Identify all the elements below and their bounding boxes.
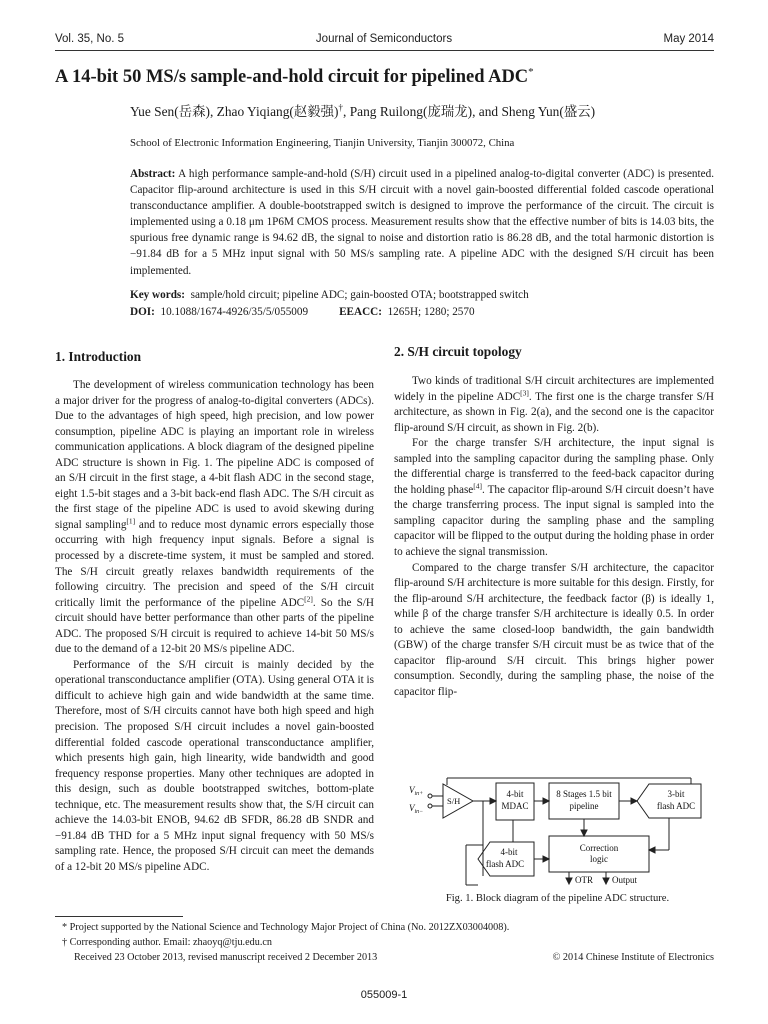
header-volume: Vol. 35, No. 5 (55, 33, 125, 45)
section-2-body (394, 374, 714, 700)
footnote-received: Received 23 October 2013, revised manuscript received 2 December 2013 (74, 952, 378, 963)
vin-plus-label: $V_{in+}$ (409, 785, 424, 797)
vin-plus-terminal (428, 794, 432, 798)
keywords: Key words: sample/hold circuit; pipeline ADC; gain-boosted OTA; bootstrapped switch (130, 289, 529, 301)
section-1-paragraph-2: Performance of the S/H circuit is mainly decided by the operational transconductance amplifier (OTA). Using general OTA it is difficult to achieve high gain and wide bandwidth at the same time. Therefore, most of S/H circuits cannot have both high speed and high precision. The proposed S/H circuit includes a novel gain-boosted differential folded cascode operational transconductance amplifier, which presents high gain, high linearity, wide bandwidth and good frequency response properties. Many other techniques are adopted in this design, such as double bootstrapped switches, bottom-plate technique, etc. The measurement results show that, the S/H circuit can achieve the 14.03-bit ENOB, 94.62 dB SFDR, 86.28 dB SNDR and −91.84 dB THD for a 5 MHz input signal frequency with 50 MS/s sampling rate. Hence, the proposed S/H circuit can meet the demands of a 12-bit 20 MS/s pipeline ADC. (55, 658, 374, 873)
stages-label-line-2: pipeline (569, 801, 599, 811)
flash3-label-line-2: flash ADC (656, 801, 696, 811)
section-2-paragraph-1: Two kinds of traditional S/H circuit architectures are implemented widely in the pipeline ADC[3]. The first one is the charge transfer S/H architecture, as shown in Fig. 2(a), and the second one is the capacitor flip-around S/H circuit, as shown in Fig. 2(b). (394, 375, 714, 434)
section-2-heading: 2. S/H circuit topology (394, 344, 522, 359)
figure-1-caption: Fig. 1. Block diagram of the pipeline ADC structure. (445, 893, 670, 904)
section-1-paragraph-1: The development of wireless communication technology has been a major driver for the progress of analog-to-digital converters (ADCs). Due to the advantages of high speed, high precision, and low power consumption, pipeline ADC is playing an important role in wireless communication applications. A block diagram of the designed pipeline ADC structure is shown in Fig. 1. The pipeline ADC is composed of an S/H circuit in the first stage, a 4-bit flash ADC in the second stage, eight 1.5-bit stages and a 3-bit back-end flash ADC. The S/H circuit as the first stage of the pipeline ADC is used to avoid skewing during signal sampling[1] and to reduce most dynamic errors especially those occurring with high frequency input signals. Before a signal is processed by a discrete-time system, it must be sampled and stored. The S/H circuit greatly relaxes bandwidth requirements of the following circuitry. The precision and speed of the S/H circuit critically limit the performance of the pipeline ADC[2]. So the S/H circuit should have better performance than other parts of the pipeline ADC. The proposed S/H circuit is required to achieve 14-bit 50 MS/s due to the demand of a 12-bit 20 MS/s pipeline ADC. (55, 379, 374, 656)
header-rule (55, 50, 714, 51)
mdac-label-line-1: 4-bit (506, 789, 524, 799)
flash4-label-line-2: flash ADC (485, 859, 525, 869)
header-journal: Journal of Semiconductors (315, 33, 453, 45)
section-2-paragraph-2: For the charge transfer S/H architecture, the input signal is sampled into the sampling capacitor during the sampling phase. Only the differential charge is transferred to the feed-back capacitor during the holding phase[4]. The capacitor flip-around S/H circuit doesn’t have the charge transferring process. The input signal is sampled into the sampling capacitor during the sampling phase and the sampling capacitor will be flipped to the output during the holding phase in order to achieve the signal transmission. (394, 437, 715, 559)
correction-label-line-2: logic (590, 854, 608, 864)
otr-label: OTR (575, 875, 593, 885)
abstract: Abstract: A high performance sample-and-hold (S/H) circuit used in a pipelined analog-to-digital converter (ADC) is presented. Capacitor flip-around architecture is used in this S/H circuit with a novel gain-boosted differential folded cascode operational transconductance amplifier. A double-bootstrapped switch is designed to improve the performance of the circuit. The circuit is implemented using a 0.18 μm 1P6M CMOS process. Measurement results show that the effective number of bits is 14.03 bits, the spurious free dynamic range is 94.62 dB, the signal to noise and distortion ratio is 86.28 dB, and the total harmonic distortion is −91.84 dB for a 5 MHz input signal with 50 MS/s sampling rate. A pipeline ADC with the designed S/H circuit has been implemented. (130, 168, 714, 277)
output-label: Output (612, 875, 638, 885)
flash4-label-line-1: 4-bit (500, 847, 518, 857)
author-list: Yue Sen(岳森), Zhao Yiqiang(赵毅强)†, Pang Ruilong(庞瑞龙), and Sheng Yun(盛云) (130, 102, 596, 119)
footnote-copyright: © 2014 Chinese Institute of Electronics (552, 952, 714, 963)
affiliation: School of Electronic Information Engineering, Tianjin University, Tianjin 300072, China (130, 137, 515, 149)
section-1-heading: 1. Introduction (55, 349, 142, 364)
page-number: 055009-1 (360, 989, 408, 1001)
vin-minus-terminal (428, 804, 432, 808)
correction-label-line-1: Correction (579, 843, 619, 853)
sh-label: S/H (447, 796, 461, 806)
vin-minus-label: $V_{in-}$ (409, 803, 424, 815)
section-2-paragraph-3: Compared to the charge transfer S/H architecture, the capacitor flip-around S/H architecture is more suitable for this design. Firstly, for the flip-around S/H architecture, the feedback factor (β) is ideally 1, while β of the charge transfer S/H architecture is ideally 0.5. In order to achieve the same closed-loop bandwidth, the gain bandwidth (GBW) of the charge transfer S/H circuit must be as twice that of the capacitor flip-around S/H circuit. This brings higher power consumption. Secondly, during the sampling phase, the noise of the capacitor flip- (394, 561, 714, 698)
paper-title: A 14-bit 50 MS/s sample-and-hold circuit for pipelined ADC* (55, 66, 534, 88)
stages-label-line-1: 8 Stages 1.5 bit (556, 789, 612, 799)
section-1-body (55, 378, 374, 876)
mdac-label-line-2: MDAC (501, 801, 529, 811)
flash3-label-line-1: 3-bit (667, 789, 685, 799)
footnote-rule (55, 916, 183, 917)
header-date: May 2014 (663, 33, 714, 45)
footnote-project: * Project supported by the National Science and Technology Major Project of China (No. 2012ZX03004008). (62, 922, 510, 933)
figure-1-diagram (401, 770, 714, 890)
doi-line: DOI: 10.1088/1674-4926/35/5/055009 EEACC: 1265H; 1280; 2570 (130, 306, 475, 318)
footnote-corresponding: † Corresponding author. Email: zhaoyq@tju.edu.cn (62, 937, 272, 948)
